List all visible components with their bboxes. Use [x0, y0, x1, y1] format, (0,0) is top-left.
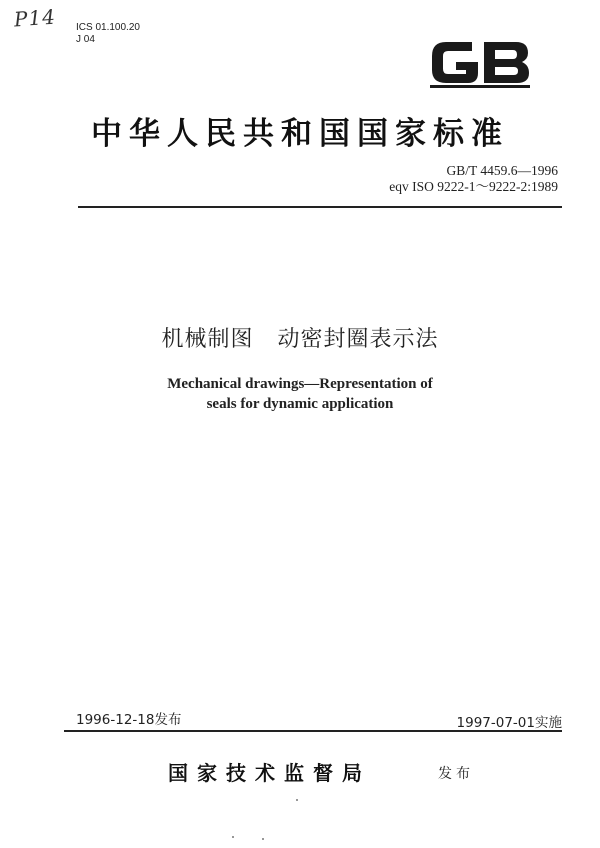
implementation-date: 1997-07-01实施: [456, 715, 562, 731]
scan-speck: [232, 836, 234, 838]
ics-code: ICS 01.100.20: [76, 22, 140, 33]
english-title-line2: seals for dynamic application: [206, 396, 394, 412]
scan-speck: [262, 838, 264, 840]
standard-number: GB/T 4459.6—1996: [446, 163, 558, 178]
iso-equivalence: eqv ISO 9222-1～9222-2:1989: [389, 179, 558, 194]
gb-logo-graphic: [426, 33, 534, 91]
english-title: [0, 374, 600, 414]
classification-codes: [76, 22, 140, 46]
handwritten-page-note: P14: [13, 4, 57, 32]
gb-logo: [426, 33, 534, 91]
chinese-title-part1: 机械制图: [161, 327, 254, 352]
scan-speck: [296, 799, 298, 801]
english-title-line1: Mechanical drawings—Representation of: [167, 376, 433, 392]
chinese-title-part2: 动密封圈表示法: [277, 327, 439, 352]
standard-codes: [340, 163, 558, 195]
chinese-title: [0, 322, 600, 353]
header-divider: [78, 206, 562, 208]
footer-divider: [64, 730, 562, 732]
issue-date: 1996-12-18发布: [76, 712, 182, 728]
standard-category-title: 中华人民共和国国家标准: [91, 116, 509, 152]
issue-label: 发布: [438, 766, 474, 782]
ccs-code: J 04: [76, 34, 95, 45]
issuing-authority: 国家技术监督局: [168, 761, 371, 785]
